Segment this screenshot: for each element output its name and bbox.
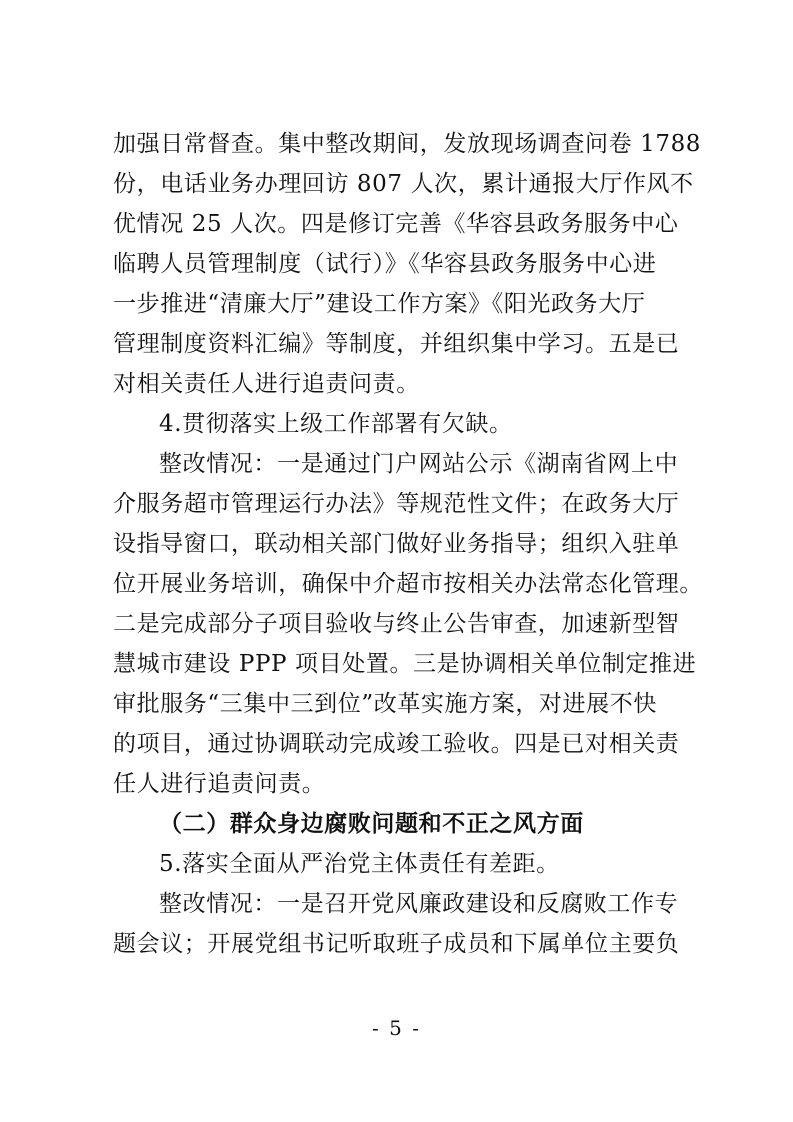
text-line: 位开展业务培训，确保中介超市按相关办法常态化管理。 [113,571,703,597]
text-line: 题会议；开展党组书记听取班子成员和下属单位主要负 [113,931,680,957]
text-line: 份，电话业务办理回访 807 人次，累计通报大厅作风不 [113,171,694,197]
text-line: 加强日常督查。集中整改期间，发放现场调查问卷 1788 [113,131,702,157]
text-line: 优情况 25 人次。四是修订完善《华容县政务服务中心 [113,211,679,237]
text-line: 审批服务“三集中三到位”改革实施方案，对进展不快 [113,691,657,717]
body-text [113,124,703,964]
item-heading: 5.落实全面从严治党主体责任有差距。 [159,851,560,877]
item-heading: 4.贯彻落实上级工作部署有欠缺。 [159,411,513,437]
text-line: 介服务超市管理运行办法》等规范性文件；在政务大厅 [113,491,680,517]
text-line: 一步推进“清廉大厅”建设工作方案》《阳光政务大厅 [113,291,646,317]
text-line: 临聘人员管理制度（试行）》《华容县政务服务中心进 [113,251,657,277]
text-line: 二是完成部分子项目验收与终止公告审查，加速新型智 [113,611,680,637]
section-heading: （二）群众身边腐败问题和不正之风方面 [159,810,584,837]
text-line: 慧城市建设 PPP 项目处置。三是协调相关单位制定推进 [113,651,697,677]
text-line: 设指导窗口，联动相关部门做好业务指导；组织入驻单 [113,531,680,557]
text-line: 的项目，通过协调联动完成竣工验收。四是已对相关责 [113,731,680,757]
text-line: 任人进行追责问责。 [113,771,326,797]
text-line: 对相关责任人进行追责问责。 [113,371,420,397]
page-number: - 5 - [372,1016,421,1040]
text-line: 整改情况：一是召开党风廉政建设和反腐败工作专 [159,891,679,917]
text-line: 整改情况：一是通过门户网站公示《湖南省网上中 [159,451,679,477]
text-line: 管理制度资料汇编》等制度，并组织集中学习。五是已 [113,331,680,357]
